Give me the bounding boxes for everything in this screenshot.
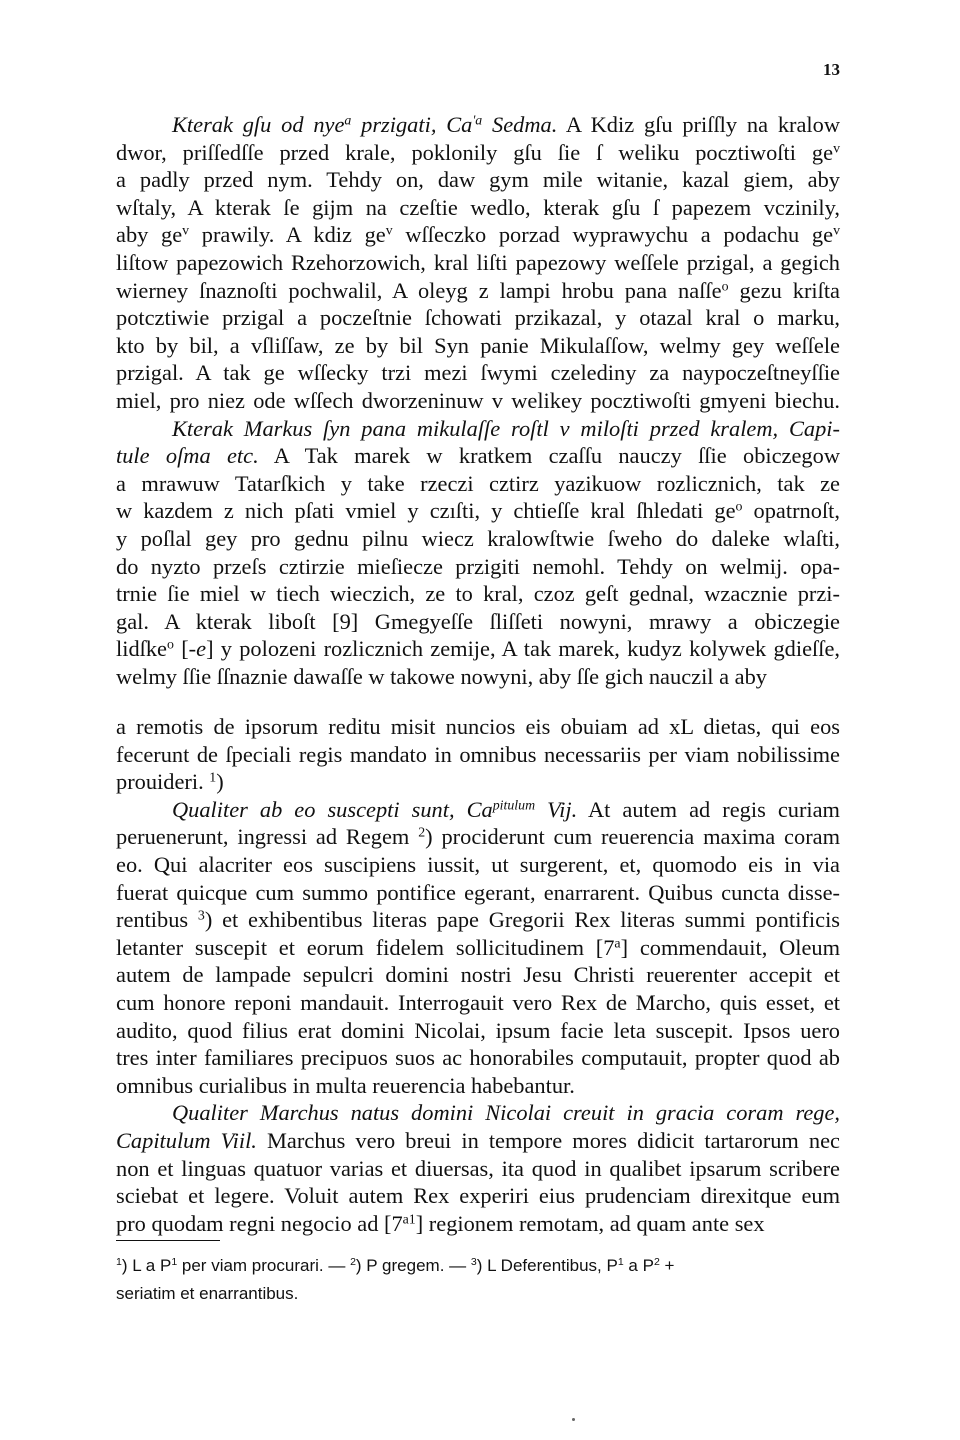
text-run: w kazdem z nich pſati vmiel y czıſti, y chtieſſe kral ſhledati ge <box>116 498 736 524</box>
superscript-mark: v <box>182 223 190 239</box>
czech-text-line <box>116 139 840 167</box>
text-run: A Tak marek w kratkem czaſſu nauczy ſſie obiczegow <box>258 443 840 469</box>
czech-text-line <box>116 111 840 139</box>
text-run: a mrawuw Tatarſkich y take rzeczi cztirz yazikuow rozlicznich, tak ze <box>116 470 840 496</box>
text-run: prouideri. <box>116 769 210 795</box>
czech-text-line <box>116 249 840 277</box>
text-run: A Kdiz gſu priſſly na kralow <box>557 112 840 137</box>
text-run: a padly przed nym. Tehdy on, daw gym mile witanie, kazal giem, aby <box>116 167 840 193</box>
latin-text-line <box>116 741 840 769</box>
superscript-mark: o <box>735 499 743 515</box>
czech-text-line <box>116 332 840 360</box>
text-run: per viam procurari. — <box>177 1256 351 1275</box>
latin-text-line <box>116 768 840 796</box>
latin-text-line <box>116 934 840 962</box>
superscript-mark: v <box>385 223 393 239</box>
latin-text-line <box>116 1127 840 1155</box>
italic-heading-text: Vij. <box>535 796 578 822</box>
superscript-mark: 1 <box>116 1256 122 1269</box>
footnote-separator <box>116 1240 220 1241</box>
czech-text-line <box>116 635 840 663</box>
latin-text-line <box>116 906 840 934</box>
text-run: tres inter familiares precipuos suos ac honorabiles computauit, propter quod ab <box>116 1045 840 1071</box>
czech-text-line <box>116 304 840 332</box>
text-run: wierney ſnaznoſti pochwalil, A oleyg z lampi hrobu pana naſſe <box>116 277 722 303</box>
text-run: audito, quod filius erat domini Nicolai, ipsum facie leta suscepit. Ipsos uero <box>116 1017 840 1043</box>
text-run: trnie ſie miel w tiech wieczich, ze to kral, czoz geſt gednal, wzacznie przi- <box>116 581 840 607</box>
superscript-mark: 2 <box>350 1256 356 1269</box>
superscript-mark: o <box>721 278 729 294</box>
text-run: peruenerunt, ingressi ad Regem <box>116 824 419 850</box>
latin-text-line <box>116 1099 840 1127</box>
czech-text-line <box>116 221 840 249</box>
text-run: ) L a P <box>121 1256 172 1275</box>
czech-text-line <box>116 580 840 608</box>
text-run: przigal. A tak ge wſſecky trzi mezi ſwymi czelediny za naypoczeſtneyſſie <box>116 360 840 386</box>
text-run: wſtaly, A kterak ſe gijm na czeſtie wedlo, kterak gſu ſ papezem vczinily, <box>116 194 840 220</box>
scan-speck <box>572 1418 575 1421</box>
czech-text-line <box>116 415 840 443</box>
italic-heading-text: -e <box>188 636 207 662</box>
superscript-mark: 1 <box>171 1256 178 1269</box>
text-run: pro quodam regni negocio ad [7 <box>116 1210 403 1236</box>
latin-text-line <box>116 1017 840 1045</box>
text-run: autem de lampade sepulcri domini nostri Jesu Christi reuerenter accepit et <box>116 962 840 988</box>
superscript-mark: a <box>344 113 352 129</box>
latin-text-line <box>116 851 840 879</box>
superscript-mark: v <box>833 223 840 239</box>
text-run: wſſeczko porzad wyprawychu a podachu ge <box>392 222 834 248</box>
superscript-mark: a <box>614 936 621 952</box>
superscript-mark: 2 <box>418 825 426 841</box>
text-run: ] regionem remotam, ad quam ante sex <box>415 1210 765 1236</box>
footnotes <box>116 1252 840 1308</box>
italic-heading-text: Ca <box>454 796 493 822</box>
text-run: At autem ad regis curiam <box>577 796 840 822</box>
czech-text-line <box>116 387 840 415</box>
text-run: miel, pro niez ode wſſech dworzeninuw v welikey pocztiwoſti gmyeni biechu. <box>116 387 840 413</box>
text-run: aby ge <box>116 222 183 248</box>
text-run: [ <box>173 636 189 662</box>
text-run: kto by bil, a vſliſſaw, ze by bil Syn panie Mikulaſſow, welmy gey weſſele <box>116 332 840 358</box>
italic-heading-text: Kterak gſu od nye <box>172 112 345 137</box>
italic-heading-text: Kterak Markus ſyn pana mikulaſſe roſtl v miloſti przed kralem, Capi- <box>172 415 840 441</box>
text-run: lidſke <box>116 636 167 662</box>
italic-heading-text: Sedma. <box>482 112 558 137</box>
czech-text-line <box>116 608 840 636</box>
superscript-mark: 'a <box>472 113 483 129</box>
text-run: seriatim et enarrantibus. <box>116 1284 299 1303</box>
text-run: + <box>659 1256 675 1275</box>
text-run: non et linguas quatuor varias et diuersas, ita quod in qualibet ipsarum scribere <box>116 1155 840 1181</box>
italic-heading-text: Capitulum Viil. <box>116 1127 257 1153</box>
italic-heading-text: Qualiter ab eo suscepti sunt, <box>172 796 455 822</box>
latin-text-line <box>116 1072 840 1100</box>
czech-text-line <box>116 497 840 525</box>
text-run: a P <box>623 1256 654 1275</box>
italic-heading-text: przigati, Ca <box>351 112 473 137</box>
text-run: dwor, priſſedſſe przed krale, poklonily gſu ſie ſ weliku pocztiwoſti ge <box>116 139 834 165</box>
czech-text-line <box>116 663 840 691</box>
text-run: sciebat et legere. Voluit autem Rex experiri eius prudenciam direxitque eum <box>116 1183 840 1209</box>
text-run: y poſlal gey pro gednu pilnu wiecz kralowſtwie ſweho do daleke wlaſti, <box>116 525 840 551</box>
text-run: omnibus curialibus in multa reuerencia habebantur. <box>116 1072 575 1098</box>
latin-text-line <box>116 796 840 824</box>
text-run: ) <box>216 769 224 795</box>
latin-text-line <box>116 989 840 1017</box>
superscript-mark: 2 <box>653 1256 660 1269</box>
latin-text-block <box>116 713 840 1237</box>
text-run: ] y polozeni rozlicznich zemije, A tak marek, kudyz kolywek gdieſſe, <box>206 636 840 662</box>
czech-text-line <box>116 470 840 498</box>
czech-text-line <box>116 442 840 470</box>
superscript-mark: v <box>833 140 840 156</box>
superscript-mark: 3 <box>197 908 205 924</box>
latin-text-line <box>116 1155 840 1183</box>
czech-text-line <box>116 277 840 305</box>
text-run: welmy ſſie ſſnaznie dawaſſe w takowe nowyni, aby ſſe gich nauczil a aby <box>116 663 767 689</box>
text-run: ) P gregem. — <box>355 1256 471 1275</box>
superscript-mark: pitulum <box>492 798 536 814</box>
text-run: liſtow papezowich Rzehorzowich, kral liſti papezowy weſſele przigal, a gegich <box>116 249 840 275</box>
superscript-mark: 1 <box>617 1256 624 1269</box>
text-run: do nyzto przeſs cztirzie mieſiecze przigiti nemohl. Tehdy on welmij. opa- <box>116 553 840 579</box>
text-run: eo. Qui alacriter eos suscipiens iussit, ut surgerent, et, quomodo eis in via <box>116 851 840 877</box>
text-run: ) et exhibentibus literas pape Gregorii Rex literas summi pontificis <box>204 907 841 933</box>
text-run: gal. A kterak liboſt [9] Gmegyeſſe ſliſſeti nowyni, mrawy a obiczegie <box>116 608 840 634</box>
footnote-text-line <box>116 1252 840 1280</box>
latin-text-line <box>116 713 840 741</box>
italic-heading-text: tule oſma etc. <box>116 443 259 469</box>
text-run: letanter suscepit et eorum fidelem sollicitudinem [7 <box>116 934 615 960</box>
italic-heading-text: Qualiter Marchus natus domini Nicolai creuit in gracia coram rege, <box>172 1100 840 1126</box>
latin-text-line <box>116 1182 840 1210</box>
text-run: opatrnoſt, <box>742 498 840 524</box>
superscript-mark: o <box>167 637 174 653</box>
text-run: fecerunt de ſpeciali regis mandato in omnibus necessariis per viam nobilissime <box>116 741 840 767</box>
latin-text-line <box>116 1210 840 1238</box>
czech-text-line <box>116 525 840 553</box>
superscript-mark: 3 <box>470 1256 477 1269</box>
latin-text-line <box>116 823 840 851</box>
latin-text-line <box>116 961 840 989</box>
text-run: ) L Deferentibus, P <box>476 1256 618 1275</box>
text-run: a remotis de ipsorum reditu misit nuncios eis obuiam ad xL dietas, qui eos <box>116 714 840 739</box>
text-run: fuerat quicque cum summo pontifice egerant, enarrarent. Quibus cuncta disse- <box>116 879 840 905</box>
superscript-mark: a1 <box>402 1212 416 1228</box>
text-run: gezu kriſta <box>728 277 840 303</box>
czech-text-line <box>116 553 840 581</box>
latin-text-line <box>116 879 840 907</box>
text-run: prawily. A kdiz ge <box>189 222 386 248</box>
text-run: cum honore reponi mandauit. Interrogauit vero Rex de Marcho, quis esset, et <box>116 989 840 1015</box>
text-run: potcztiwie przigal a poczeſtnie ſchowati przikazal, y otazal kral o marku, <box>116 305 840 331</box>
text-run: ) prociderunt cum reuerencia maxima coram <box>425 824 841 850</box>
text-run: ] commendauit, Oleum <box>620 934 841 960</box>
page-number: 13 <box>823 60 840 79</box>
footnote-text-line <box>116 1280 840 1308</box>
latin-text-line <box>116 1044 840 1072</box>
czech-text-line <box>116 166 840 194</box>
text-run: rentibus <box>116 907 198 933</box>
czech-text-block <box>116 111 840 690</box>
czech-text-line <box>116 194 840 222</box>
czech-text-line <box>116 359 840 387</box>
superscript-mark: 1 <box>209 770 217 786</box>
text-run: Marchus vero breui in tempore mores didicit tartarorum nec <box>256 1127 840 1153</box>
